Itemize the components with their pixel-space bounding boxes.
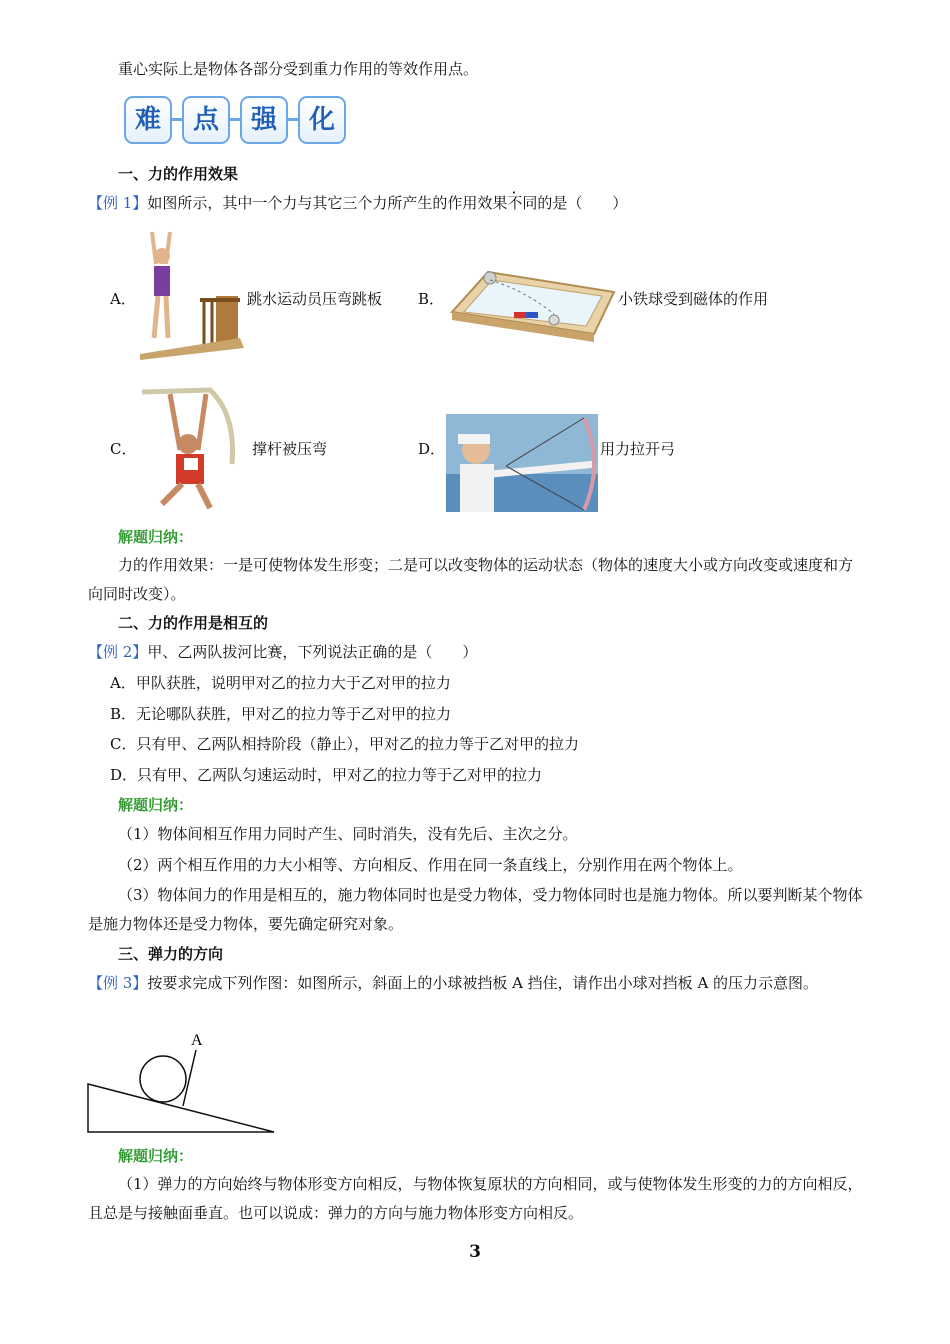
summary1-label: 解题归纳： [118, 528, 194, 546]
option-d-letter: D． [418, 440, 446, 458]
baffle-label: A [191, 1032, 203, 1049]
option-a-text: 跳水运动员压弯跳板 [247, 290, 383, 308]
emphasis-text: 不同 [507, 194, 538, 212]
option-d-text: 用力拉开弓 [600, 440, 676, 458]
page-number: 3 [469, 1242, 481, 1262]
archery-figure [446, 414, 598, 512]
intro-line: 重心实际上是物体各部分受到重力作用的等效作用点。 [118, 60, 479, 78]
summary2-point-2: （2）两个相互作用的力大小相等、方向相反、作用在同一条直线上，分别作用在两个物体上。 [118, 856, 743, 874]
example2-option-a: A．甲队获胜，说明甲对乙的拉力大于乙对甲的拉力 [110, 674, 451, 692]
pole-vault-figure [140, 384, 250, 512]
example2-option-d: D．只有甲、乙两队匀速运动时，甲对乙的拉力等于乙对甲的拉力 [110, 766, 543, 784]
example1-question [88, 192, 627, 214]
summary3-text: （1）弹力的方向始终与物体形变方向相反，与物体恢复原状的方向相同，或与使物体发生形变的力的方向相反，且总是与接触面垂直。也可以说成：弹力的方向与施力物体形变方向相反。 [88, 1175, 863, 1222]
banner-tile-4: 化 [298, 96, 346, 144]
section2-title: 二、力的作用是相互的 [118, 614, 269, 632]
option-a-letter: A． [110, 290, 136, 308]
summary3-label: 解题归纳： [118, 1147, 194, 1165]
question-text: 按要求完成下列作图：如图所示，斜面上的小球被挡板 A 挡住，请作出小球对挡板 A 的压力示意图。 [147, 974, 819, 992]
example2-option-b: B．无论哪队获胜，甲对乙的拉力等于乙对甲的拉力 [110, 705, 452, 723]
difficulty-banner [124, 96, 348, 148]
summary2-point-3: （3）物体间力的作用是相互的，施力物体同时也是受力物体，受力物体同时也是施力物体。所以要判断某个物体是施力物体还是受力物体，要先确定研究对象。 [88, 886, 863, 933]
example2-question [88, 641, 477, 663]
option-b-text: 小铁球受到磁体的作用 [618, 290, 769, 308]
banner-tile-3: 强 [240, 96, 288, 144]
section1-title: 一、力的作用效果 [118, 165, 239, 183]
example-tag: 【例 1】 [88, 194, 148, 212]
example-tag: 【例 3】 [88, 974, 148, 992]
option-c-text: 撑杆被压弯 [252, 440, 328, 458]
question-end: 的是（ ） [537, 194, 628, 212]
diver-figure [140, 228, 244, 360]
question-text: 甲、乙两队拔河比赛，下列说法正确的是（ ） [147, 643, 478, 661]
incline-figure [84, 1028, 280, 1136]
banner-tile-1: 难 [124, 96, 172, 144]
magnet-table-figure [444, 262, 616, 344]
summary1-text: 力的作用效果：一是可使物体发生形变；二是可以改变物体的运动状态（物体的速度大小或方向改变或速度和方向同时改变）。 [88, 556, 854, 603]
example3-question [88, 969, 863, 998]
option-c-letter: C． [110, 440, 137, 458]
question-text: 如图所示，其中一个力与其它三个力所产生的作用效果 [147, 194, 508, 212]
summary2-point-1: （1）物体间相互作用力同时产生、同时消失，没有先后、主次之分。 [118, 825, 578, 843]
summary2-label: 解题归纳： [118, 796, 194, 814]
example2-option-c: C．只有甲、乙两队相持阶段（静止），甲对乙的拉力等于乙对甲的拉力 [110, 735, 579, 753]
banner-tile-2: 点 [182, 96, 230, 144]
option-b-letter: B． [418, 290, 445, 308]
example-tag: 【例 2】 [88, 643, 148, 661]
section3-title: 三、弹力的方向 [118, 945, 224, 963]
